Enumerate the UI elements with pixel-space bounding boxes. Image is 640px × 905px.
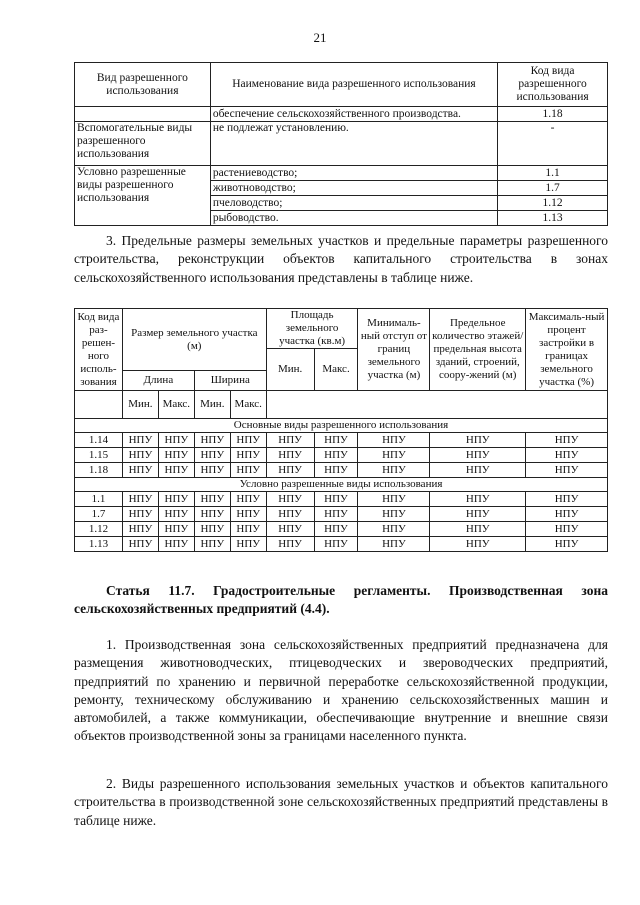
t2-row-code: 1.13: [75, 537, 123, 552]
t2-row-value: НПУ: [526, 537, 608, 552]
t2-header-size: Размер земельного участка (м): [122, 309, 266, 371]
t2-row-value: НПУ: [430, 492, 526, 507]
t2-row-value: НПУ: [358, 522, 430, 537]
t2-header-width: Ширина: [194, 371, 266, 391]
t2-section-conditional: Условно разрешенные виды использования: [75, 478, 608, 492]
paragraph-3: 3. Предельные размеры земельных участков и предельные параметры разрешенного строительства, реконструкции объектов капитального строительства в зонах сельскохозяйственного использования представлены в таблице ниже.: [74, 233, 608, 285]
t2-row-value: НПУ: [266, 507, 314, 522]
t2-header-width-max: Макс.: [230, 391, 266, 419]
t2-row-value: НПУ: [158, 433, 194, 448]
t1-aux-code: -: [498, 122, 608, 166]
t2-header-code: Код вида раз-решен-ного исполь-зования: [75, 309, 123, 391]
t1-cell-code: 1.18: [498, 107, 608, 122]
t2-row-value: НПУ: [122, 522, 158, 537]
t2-row-value: НПУ: [430, 507, 526, 522]
t2-row-value: НПУ: [230, 433, 266, 448]
t2-header-length: Длина: [122, 371, 194, 391]
t2-row-value: НПУ: [158, 507, 194, 522]
t2-row-value: НПУ: [430, 448, 526, 463]
t1-cell-name: обеспечение сельскохозяйственного производства.: [210, 107, 497, 122]
permitted-use-table: [74, 62, 608, 226]
t2-row-value: НПУ: [194, 492, 230, 507]
t2-row-value: НПУ: [194, 507, 230, 522]
t2-row-value: НПУ: [358, 448, 430, 463]
t2-row-code: 1.7: [75, 507, 123, 522]
paragraph-1: 1. Производственная зона сельскохозяйственных предприятий предназначена для размещения животноводческих, птицеводческих и звероводческих предприятий, предприятий по хранению и первичной переработке сельскохозяйственной продукции, ремонту, техническому обслуживанию и хранению сельскохозяйственных машин и автомобилей, а также коммуникации, обеспечивающие внутренние и внешние связи объектов производственной зоны за границами населенного пункта.: [74, 637, 608, 744]
t2-row-value: НПУ: [230, 492, 266, 507]
t2-row-value: НПУ: [122, 448, 158, 463]
t1-header-code: Код вида разрешенного использования: [498, 63, 608, 107]
t1-aux-label: Вспомогательные виды разрешенного использования: [75, 122, 211, 166]
t2-row-value: НПУ: [358, 463, 430, 478]
t2-header-area: Площадь земельного участка (кв.м): [266, 309, 358, 349]
t2-row-value: НПУ: [526, 507, 608, 522]
t2-row-value: НПУ: [122, 492, 158, 507]
limits-table: [74, 308, 608, 552]
t2-row-value: НПУ: [158, 522, 194, 537]
t2-header-spacer: [266, 391, 607, 419]
t2-row-value: НПУ: [526, 492, 608, 507]
t2-header-spacer: [75, 391, 123, 419]
t2-row-value: НПУ: [122, 433, 158, 448]
t2-row-value: НПУ: [266, 492, 314, 507]
page-number: 21: [313, 30, 327, 45]
t1-conditional-label: Условно разрешенные виды разрешенного использования: [75, 166, 211, 226]
t1-cond-name: пчеловодство;: [210, 196, 497, 211]
t2-row-value: НПУ: [430, 537, 526, 552]
t2-header-length-max: Макс.: [158, 391, 194, 419]
t2-row-value: НПУ: [314, 448, 358, 463]
t2-row: [75, 522, 608, 537]
t2-row: [75, 507, 608, 522]
paragraph-2: 2. Виды разрешенного использования земельных участков и объектов капитального строительства в производственной зоне сельскохозяйственных предприятий представлены в таблице ниже.: [74, 776, 608, 828]
t2-row-value: НПУ: [266, 463, 314, 478]
t2-row-value: НПУ: [158, 492, 194, 507]
t2-row-value: НПУ: [526, 448, 608, 463]
t2-header-percent: Максималь-ный процент застройки в границах земельного участка (%): [526, 309, 608, 391]
t2-row-value: НПУ: [158, 448, 194, 463]
t2-row-value: НПУ: [358, 507, 430, 522]
t2-row-value: НПУ: [314, 433, 358, 448]
t2-row-value: НПУ: [230, 448, 266, 463]
t2-row-value: НПУ: [526, 463, 608, 478]
t2-row-value: НПУ: [158, 463, 194, 478]
t1-header-type: Вид разрешенного использования: [75, 63, 211, 107]
t2-row-value: НПУ: [358, 433, 430, 448]
t2-row-code: 1.12: [75, 522, 123, 537]
t2-row-value: НПУ: [358, 492, 430, 507]
t2-row-value: НПУ: [358, 537, 430, 552]
t2-row-value: НПУ: [158, 537, 194, 552]
t1-cond-name: рыбоводство.: [210, 211, 497, 226]
t2-row: [75, 492, 608, 507]
t2-row-code: 1.1: [75, 492, 123, 507]
t2-row-value: НПУ: [526, 522, 608, 537]
t2-header-floors: Предельное количество этажей/ предельная высота зданий, строений, соору-жений (м): [430, 309, 526, 391]
t2-row-value: НПУ: [430, 522, 526, 537]
t2-row-value: НПУ: [430, 463, 526, 478]
t2-header-indent: Минималь-ный отступ от границ земельного участка (м): [358, 309, 430, 391]
t2-row-value: НПУ: [194, 537, 230, 552]
t2-row-value: НПУ: [122, 463, 158, 478]
t1-cond-code: 1.13: [498, 211, 608, 226]
t2-row-value: НПУ: [314, 492, 358, 507]
t1-cell-empty: [75, 107, 211, 122]
t1-cond-code: 1.12: [498, 196, 608, 211]
t1-cond-code: 1.7: [498, 181, 608, 196]
t2-row: [75, 463, 608, 478]
t2-row-value: НПУ: [526, 433, 608, 448]
t2-row-value: НПУ: [266, 537, 314, 552]
t2-row-value: НПУ: [266, 522, 314, 537]
t2-row-code: 1.18: [75, 463, 123, 478]
t2-row-value: НПУ: [194, 522, 230, 537]
t1-header-name: Наименование вида разрешенного использования: [210, 63, 497, 107]
t1-cond-name: растениеводство;: [210, 166, 497, 181]
t2-row-value: НПУ: [266, 433, 314, 448]
t2-row-value: НПУ: [314, 507, 358, 522]
t2-row-value: НПУ: [230, 537, 266, 552]
t2-row-code: 1.14: [75, 433, 123, 448]
t2-row-value: НПУ: [314, 522, 358, 537]
t2-row-value: НПУ: [194, 433, 230, 448]
t2-row: [75, 448, 608, 463]
t1-cond-name: животноводство;: [210, 181, 497, 196]
t2-header-area-max: Макс.: [314, 349, 358, 391]
t2-header-length-min: Мин.: [122, 391, 158, 419]
article-heading: Статья 11.7. Градостроительные регламенты. Производственная зона сельскохозяйственных предприятий (4.4).: [74, 583, 608, 617]
t2-row-value: НПУ: [430, 433, 526, 448]
t2-row-value: НПУ: [230, 463, 266, 478]
t2-row-value: НПУ: [230, 507, 266, 522]
t2-row-value: НПУ: [314, 537, 358, 552]
t1-aux-name: не подлежат установлению.: [210, 122, 497, 166]
t2-row-value: НПУ: [230, 522, 266, 537]
t1-cond-code: 1.1: [498, 166, 608, 181]
t2-row: [75, 537, 608, 552]
t2-section-main: Основные виды разрешенного использования: [75, 419, 608, 433]
t2-row-value: НПУ: [122, 507, 158, 522]
t2-header-area-min: Мин.: [266, 349, 314, 391]
t2-row: [75, 433, 608, 448]
t2-header-width-min: Мин.: [194, 391, 230, 419]
t2-row-value: НПУ: [266, 448, 314, 463]
t2-row-value: НПУ: [122, 537, 158, 552]
t2-row-value: НПУ: [194, 463, 230, 478]
t2-row-code: 1.15: [75, 448, 123, 463]
t2-row-value: НПУ: [314, 463, 358, 478]
t2-row-value: НПУ: [194, 448, 230, 463]
